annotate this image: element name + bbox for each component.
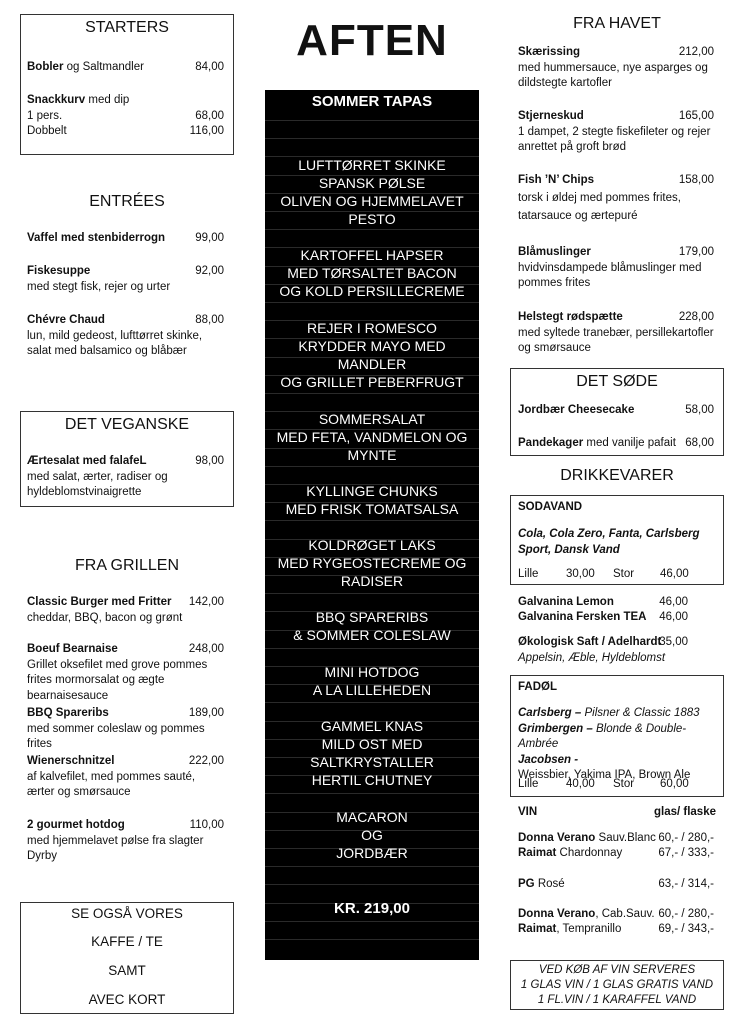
- soda-small-price: 30,00: [566, 568, 595, 580]
- item-desc: Grillet oksefilet med grove pommes frites mormorsalat og ægte bearnaisesauce: [27, 658, 208, 702]
- item-price: 99,00: [195, 232, 224, 244]
- tapas-divider: [265, 939, 479, 940]
- wine-price: 67,- / 333,-: [658, 847, 714, 859]
- tapas-divider: [265, 593, 479, 594]
- wine-price: 63,- / 314,-: [658, 878, 714, 890]
- tapas-divider: [265, 793, 479, 794]
- item-desc: med salat, ærter, radiser og hyldeblomstvinaigrette: [27, 470, 168, 498]
- item-price: 179,00: [678, 246, 714, 258]
- entrees-title: ENTRÉES: [89, 193, 165, 210]
- tapas-title: SOMMER TAPAS: [311, 93, 433, 110]
- item-name: Galvanina Lemon: [518, 596, 614, 608]
- wine-name: PG: [518, 878, 535, 890]
- tapas-line: RADISER: [340, 573, 404, 589]
- item-desc: af kalvefilet, med pommes sauté, ærter og smørsauce: [27, 770, 196, 798]
- draft-box: [510, 675, 724, 797]
- tapas-line: GAMMEL KNAS: [320, 718, 424, 734]
- tapas-divider: [265, 921, 479, 922]
- draft-brand: Grimbergen –: [518, 722, 596, 735]
- item-price: 68,00: [685, 437, 714, 449]
- item-price: 58,00: [685, 404, 714, 416]
- wine-row: [518, 831, 714, 847]
- tapas-line: KARTOFFEL HAPSER: [300, 247, 444, 263]
- wine-name: Donna Verano: [518, 832, 596, 844]
- soda-small-label: Lille: [518, 568, 539, 580]
- item-price: 228,00: [678, 311, 714, 323]
- see-also-box: [20, 902, 234, 1014]
- sub-label: 1 pers.: [27, 109, 63, 122]
- item-desc: torsk i øldej med pommes frites, tatarsauce og ærtepuré: [518, 191, 681, 222]
- page-title: AFTEN: [296, 16, 448, 65]
- tapas-line: MANDLER: [337, 356, 407, 372]
- menu-item: [27, 706, 224, 753]
- wine-note-line: VED KØB AF VIN SERVERES: [538, 964, 696, 976]
- item-desc: med vanilje pafait: [583, 437, 676, 449]
- draft-large-price: 60,00: [660, 778, 689, 790]
- wine-row: [518, 922, 714, 938]
- vegan-title: DET VEGANSKE: [64, 416, 190, 433]
- menu-item: [518, 109, 714, 156]
- tapas-line: OG GRILLET PEBERFRUGT: [280, 374, 464, 390]
- soda-box: [510, 495, 724, 585]
- tapas-divider: [265, 229, 479, 230]
- draft-small-price: 40,00: [566, 778, 595, 790]
- menu-item: [27, 754, 224, 801]
- item-desc: og Saltmandler: [63, 61, 144, 73]
- item-name: Stjerneskud: [518, 110, 584, 122]
- item-name: Classic Burger med Fritter: [27, 596, 172, 608]
- item-price: 46,00: [659, 596, 688, 608]
- wine-grape: , Cab.Sauv.: [595, 908, 655, 920]
- menu-item: [518, 245, 714, 292]
- tapas-line: KRYDDER MAYO MED: [298, 338, 446, 354]
- wine-note-box: [510, 960, 724, 1010]
- tapas-line: PESTO: [348, 211, 396, 227]
- tapas-line: LUFTTØRRET SKINKE: [298, 157, 446, 173]
- tapas-divider: [265, 702, 479, 703]
- item-price: 98,00: [195, 455, 224, 467]
- item-desc: lun, mild gedeost, lufttørret skinke, salat med balsamico og blåbær: [27, 329, 203, 357]
- tapas-line: OLIVEN OG HJEMMELAVET: [280, 193, 464, 209]
- item-price: 189,00: [188, 707, 224, 719]
- tapas-line: MINI HOTDOG: [324, 664, 420, 680]
- draft-desc: Blonde & Double-Ambrée: [518, 722, 687, 750]
- item-desc: med dip: [85, 94, 130, 106]
- item-name: Wienerschnitzel: [27, 755, 115, 767]
- menu-item: [27, 60, 224, 76]
- wine-note-line: 1 GLAS VIN / 1 GLAS GRATIS VAND: [520, 979, 714, 991]
- tapas-divider: [265, 302, 479, 303]
- tapas-divider: [265, 520, 479, 521]
- wine-grape: Chardonnay: [556, 847, 623, 859]
- item-price: 222,00: [188, 755, 224, 767]
- item-desc: 1 dampet, 2 stegte fiskefileter og rejer anrettet på groft brød: [518, 125, 711, 153]
- menu-item: [27, 313, 224, 360]
- tapas-divider: [265, 120, 479, 121]
- sweet-title: DET SØDE: [576, 373, 658, 390]
- starters-title: STARTERS: [85, 19, 169, 36]
- wine-row: [518, 846, 714, 862]
- item-desc: Appelsin, Æble, Hyldeblomst: [518, 651, 666, 664]
- item-price: 158,00: [678, 174, 714, 186]
- item-name: Ærtesalat med falafeL: [27, 455, 147, 467]
- tapas-divider: [265, 884, 479, 885]
- item-price: 165,00: [678, 110, 714, 122]
- wine-price: 60,- / 280,-: [658, 832, 714, 844]
- tapas-panel: [265, 90, 479, 960]
- wine-row: [518, 877, 714, 893]
- item-name: Vaffel med stenbiderrogn: [27, 232, 166, 244]
- tapas-line: REJER I ROMESCO: [307, 320, 437, 336]
- item-price: 88,00: [195, 314, 224, 326]
- soda-large-label: Stor: [613, 568, 635, 580]
- item-price: 212,00: [678, 46, 714, 58]
- item-desc: cheddar, BBQ, bacon og grønt: [27, 611, 183, 624]
- drink-item: [518, 595, 688, 611]
- item-name: Økologisk Saft / Adelhardt: [518, 636, 662, 648]
- soda-large-price: 46,00: [660, 568, 689, 580]
- item-price: 248,00: [188, 643, 224, 655]
- item-name: Jordbær Cheesecake: [518, 404, 635, 416]
- item-name: Galvanina Fersken TEA: [518, 611, 647, 623]
- tapas-line: OG KOLD PERSILLECREME: [279, 283, 465, 299]
- wine-grape: , Tempranillo: [556, 923, 622, 935]
- menu-item: [518, 403, 714, 419]
- item-price: 142,00: [188, 596, 224, 608]
- item-desc: med hjemmelavet pølse fra slagter Dyrby: [27, 834, 204, 862]
- tapas-line: SOMMERSALAT: [318, 411, 426, 427]
- draft-brand: Carlsberg –: [518, 707, 585, 719]
- drink-item: [518, 635, 688, 666]
- sub-label: Dobbelt: [27, 125, 67, 137]
- item-name: Skærissing: [518, 46, 580, 58]
- item-name: Snackkurv: [27, 94, 86, 106]
- sea-title: FRA HAVET: [573, 15, 661, 32]
- draft-large-label: Stor: [613, 778, 635, 790]
- tapas-line: KYLLINGE CHUNKS: [306, 483, 438, 499]
- menu-item: [27, 595, 224, 626]
- menu-item: [518, 173, 714, 225]
- menu-item: [27, 264, 224, 295]
- tapas-line: OG: [361, 827, 383, 843]
- item-name: Fiskesuppe: [27, 265, 91, 277]
- wine-name: Raimat: [518, 923, 557, 935]
- menu-item: [27, 818, 224, 865]
- item-price: 46,00: [659, 611, 688, 623]
- tapas-line: KOLDRØGET LAKS: [308, 537, 436, 553]
- tapas-divider: [265, 138, 479, 139]
- item-desc: hvidvinsdampede blåmuslinger med pommes frites: [518, 261, 702, 289]
- draft-desc: Weissbier, Yakima IPA, Brown Ale: [518, 769, 691, 781]
- tapas-divider: [265, 866, 479, 867]
- wine-price: 69,- / 343,-: [658, 923, 714, 935]
- wine-header: glas/ flaske: [653, 806, 716, 818]
- tapas-line: MACARON: [336, 809, 408, 825]
- tapas-price: KR. 219,00: [334, 900, 410, 917]
- wine-row: [518, 907, 714, 923]
- tapas-line: MYNTE: [347, 447, 397, 463]
- draft-small-label: Lille: [518, 778, 539, 790]
- item-name: Boeuf Bearnaise: [27, 643, 118, 655]
- sub-price: 116,00: [189, 125, 224, 137]
- menu-item: [27, 454, 224, 501]
- item-price: 35,00: [659, 636, 688, 648]
- wine-title: VIN: [518, 806, 538, 818]
- tapas-line: MED RYGEOSTECREME OG: [277, 555, 467, 571]
- tapas-line: & SOMMER COLESLAW: [293, 627, 451, 643]
- item-name: Fish ’N’ Chips: [518, 174, 595, 186]
- drinks-title: DRIKKEVARER: [560, 467, 674, 484]
- wine-name: Donna Verano: [518, 908, 596, 920]
- menu-item: [518, 45, 714, 92]
- item-name: Blåmuslinger: [518, 246, 591, 258]
- tapas-line: HERTIL CHUTNEY: [311, 772, 433, 788]
- tapas-line: SALTKRYSTALLER: [310, 754, 434, 770]
- item-name: Pandekager: [518, 437, 584, 449]
- draft-title: FADØL: [518, 681, 557, 693]
- draft-desc: Pilsner & Classic 1883: [584, 707, 700, 719]
- item-price: 110,00: [189, 819, 224, 831]
- wine-note-line: 1 FL.VIN / 1 KARAFFEL VAND: [537, 994, 697, 1006]
- item-name: BBQ Spareribs: [27, 707, 109, 719]
- tapas-line: MED FETA, VANDMELON OG: [276, 429, 468, 445]
- item-desc: med sommer coleslaw og pommes frites: [27, 722, 205, 750]
- item-price: 84,00: [195, 61, 224, 73]
- tapas-line: BBQ SPARERIBS: [315, 609, 429, 625]
- soda-title: SODAVAND: [518, 501, 583, 513]
- tapas-divider: [265, 648, 479, 649]
- tapas-line: A LA LILLEHEDEN: [312, 682, 432, 698]
- tapas-line: MILD OST MED: [321, 736, 423, 752]
- soda-desc: Cola, Cola Zero, Fanta, Carlsberg Sport, Dansk Vand: [518, 528, 700, 556]
- menu-item: [518, 310, 714, 357]
- item-name: Helstegt rødspætte: [518, 311, 623, 323]
- item-desc: med hummersauce, nye asparges og dildstegte kartofler: [518, 61, 708, 89]
- item-desc: med stegt fisk, rejer og urter: [27, 280, 171, 293]
- see-also-line: SE OGSÅ VORES: [71, 906, 183, 921]
- item-name: Chévre Chaud: [27, 314, 105, 326]
- wine-grape: Rosé: [534, 878, 565, 890]
- see-also-line: AVEC KORT: [88, 992, 166, 1007]
- item-name: 2 gourmet hotdog: [27, 819, 125, 831]
- wine-name: Raimat: [518, 847, 557, 859]
- menu-item: [27, 642, 224, 704]
- see-also-line: KAFFE / TE: [91, 934, 163, 949]
- tapas-line: MED FRISK TOMATSALSA: [285, 501, 459, 517]
- draft-line: [518, 706, 718, 784]
- see-also-line: SAMT: [108, 963, 146, 978]
- tapas-line: MED TØRSALTET BACON: [287, 265, 457, 281]
- tapas-line: SPANSK PØLSE: [318, 175, 426, 191]
- drink-item: [518, 610, 688, 626]
- wine-price: 60,- / 280,-: [658, 908, 714, 920]
- tapas-line: JORDBÆR: [336, 845, 408, 861]
- menu-item: [27, 93, 224, 140]
- draft-brand: Jacobsen -: [518, 753, 579, 766]
- sub-price: 68,00: [195, 109, 224, 122]
- wine-grape: Sauv.Blanc: [595, 832, 656, 844]
- menu-item: [27, 231, 224, 247]
- item-desc: med syltede tranebær, persillekartofler og smørsauce: [518, 326, 714, 354]
- item-name: Bobler: [27, 61, 64, 73]
- tapas-divider: [265, 393, 479, 394]
- menu-item: [518, 436, 714, 452]
- tapas-divider: [265, 466, 479, 467]
- item-price: 92,00: [195, 265, 224, 277]
- grill-title: FRA GRILLEN: [74, 557, 180, 574]
